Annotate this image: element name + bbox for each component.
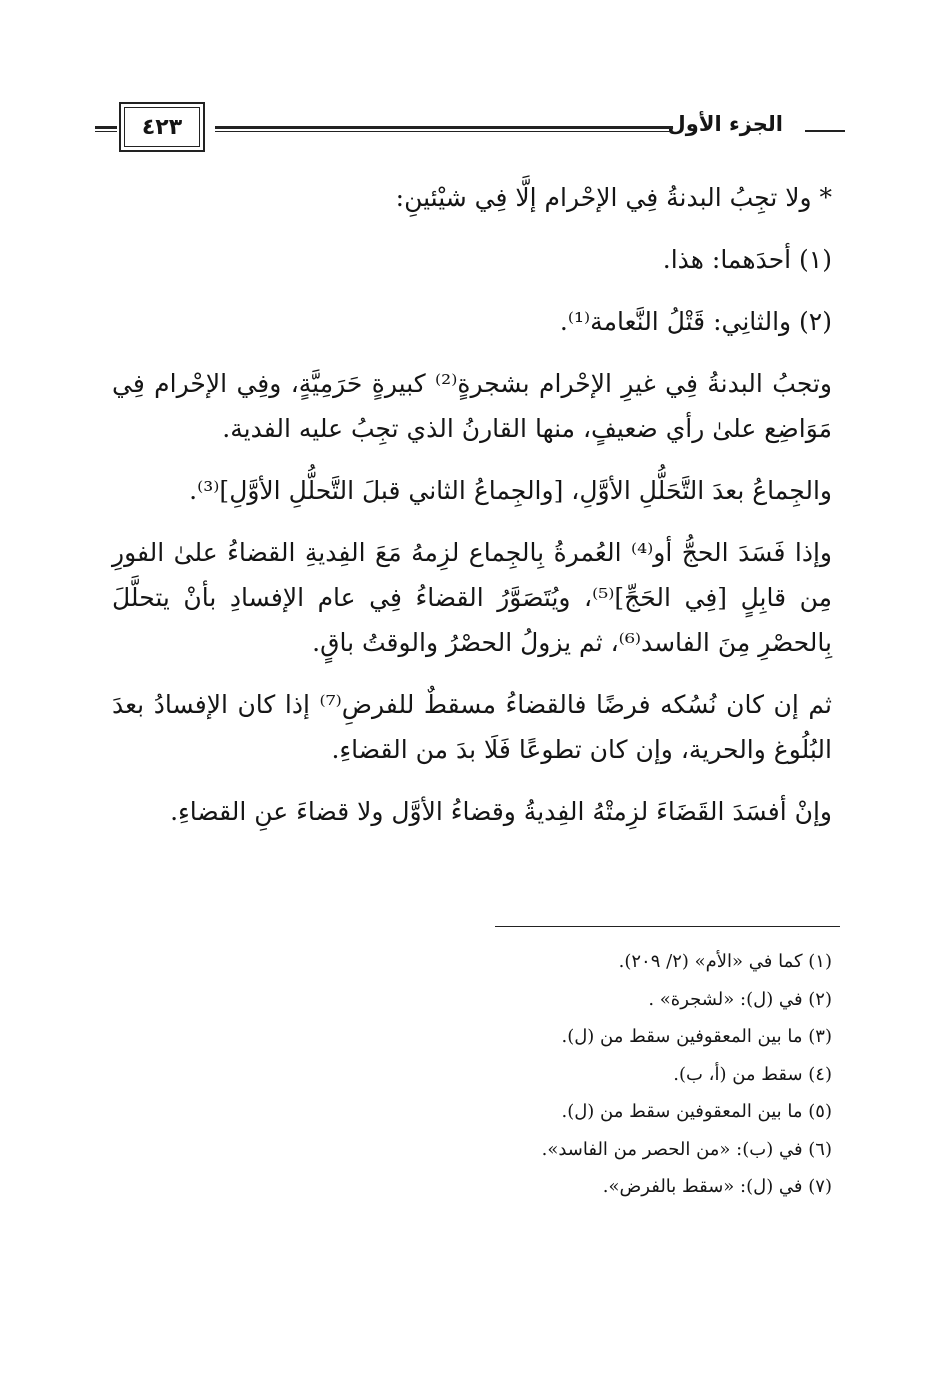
footnote: (٤) سقط من (أ، ب). [673,1063,832,1085]
paragraph: (١) أحدَهما: هذا. [662,245,832,274]
paragraph: وتجبُ البدنةُ فِي غيرِ الإحْرام بشجرةٍ⁽²⁾ كبيرةٍ حَرَمِيَّةٍ، وفِي الإحْرام فِي مَوَاضِع علىٰ رأي ضعيفٍ، منها القارنُ الذي تجِبُ عليه الفدية. [112,369,832,443]
paragraph: ثم إن كان نُسُكه فرضًا فالقضاءُ مسقطٌ للفرضِ⁽⁷⁾ إذا كان الإفسادُ بعدَ البُلُوغ والحرية، وإن كان تطوعًا فَلَا بدَ من القضاءِ. [112,690,832,764]
footnote: (٧) في (ل): «سقط بالفرض». [602,1176,832,1197]
paragraph: والجِماعُ بعدَ التَّحَلُّلِ الأوَّلِ، [والجِماعُ الثاني قبلَ التَّحلُّلِ الأوَّلِ]⁽³⁾. [189,476,832,505]
footnotes [112,943,832,1206]
footnote-separator [495,926,840,927]
footnote: (١) كما في «الأم» (٢/ ٢٠٩). [618,951,832,972]
header-rule-right [805,130,845,132]
header-rule-double [215,126,673,132]
footnote: (٦) في (ب): «من الحصر من الفاسد». [541,1138,832,1160]
paragraph: وإنْ أفسَدَ القَضَاءَ لزِمتْهُ الفِديةُ وقضاءُ الأوَّل ولا قضاءَ عنِ القضاءِ. [170,797,832,826]
footnote: (٣) ما بين المعقوفين سقط من (ل). [561,1026,832,1047]
page-number-frame [119,102,205,152]
footnote: (٢) في (ل): «لشجرة» . [648,988,832,1010]
header-rule-left [95,126,117,132]
page-number: ٤٢٣ [124,107,200,147]
page-header [95,92,845,158]
paragraph: وإذا فَسَدَ الحجُّ أو⁽⁴⁾ العُمرةُ بِالجِماع لزِمهُ مَعَ الفِديةِ القضاءُ علىٰ الفورِ مِن قابِلٍ [فِي الحَجِّ]⁽⁵⁾، ويُتَصَوَّرُ القضاءُ فِي عام الإفسادِ بأنْ يتحلَّلَ بِالحصْرِ مِنَ الفاسد⁽⁶⁾، ثم يزولُ الحصْرُ والوقتُ باقٍ. [112,538,832,657]
paragraph: (٢) والثانِي: قَتْلُ النَّعامة⁽¹⁾. [559,307,832,336]
paragraph: * ولا تجِبُ البدنةُ فِي الإحْرام إلَّا فِي شيْئينِ: [395,183,832,212]
running-title: الجزء الأول [667,112,783,136]
footnote: (٥) ما بين المعقوفين سقط من (ل). [561,1101,832,1122]
main-text [112,175,832,834]
